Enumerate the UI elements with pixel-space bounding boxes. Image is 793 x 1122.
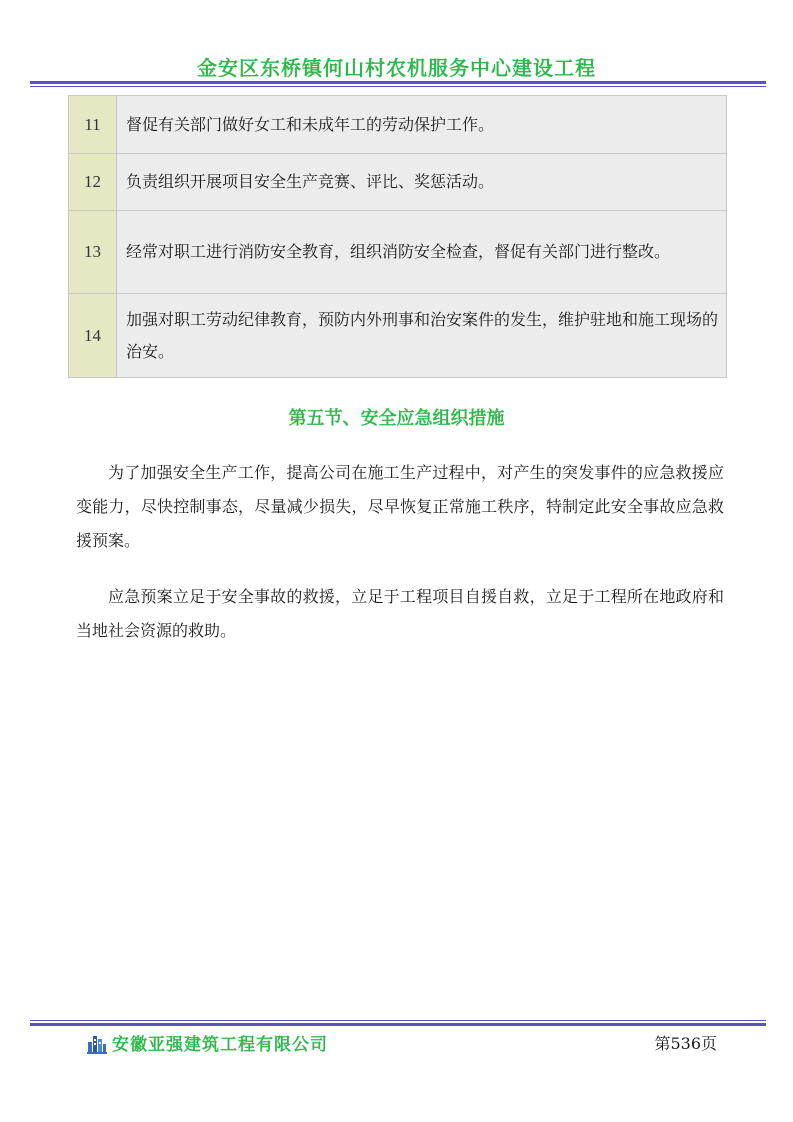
footer-company: 安徽亚强建筑工程有限公司: [112, 1035, 328, 1055]
row-number: 14: [69, 294, 117, 378]
paragraph-text: 应急预案立足于安全事故的救援，立足于工程项目自援自救，立足于工程所在地政府和当地社会资源的救助。: [76, 587, 724, 640]
row-number: 11: [69, 96, 117, 154]
building-logo-icon: [86, 1032, 108, 1054]
table-row: [69, 96, 727, 154]
duty-table: [68, 95, 727, 378]
section-title: 第五节、安全应急组织措施: [288, 408, 505, 429]
table-row: [69, 211, 727, 294]
paragraph-text: 为了加强安全生产工作，提高公司在施工生产过程中，对产生的突发事件的应急救援应变能力，尽快控制事态，尽量减少损失，尽早恢复正常施工秩序，特制定此安全事故应急救援预案。: [76, 463, 724, 550]
row-number: 13: [69, 211, 117, 294]
row-number: 12: [69, 154, 117, 211]
table-row: [69, 294, 727, 378]
header-title: 金安区东桥镇何山村农机服务中心建设工程: [197, 56, 596, 80]
row-text: 督促有关部门做好女工和未成年工的劳动保护工作。: [117, 96, 727, 154]
row-text: 加强对职工劳动纪律教育，预防内外刑事和治安案件的发生，维护驻地和施工现场的治安。: [117, 294, 727, 378]
body-paragraph-2: [76, 580, 724, 648]
footer-rule: [30, 1020, 766, 1026]
page-number: 第536页: [654, 1034, 717, 1053]
body-paragraph-1: [76, 456, 724, 558]
table-row: [69, 154, 727, 211]
row-text: 经常对职工进行消防安全教育，组织消防安全检查，督促有关部门进行整改。: [117, 211, 727, 294]
header-rule: [30, 81, 766, 87]
row-text: 负责组织开展项目安全生产竞赛、评比、奖惩活动。: [117, 154, 727, 211]
